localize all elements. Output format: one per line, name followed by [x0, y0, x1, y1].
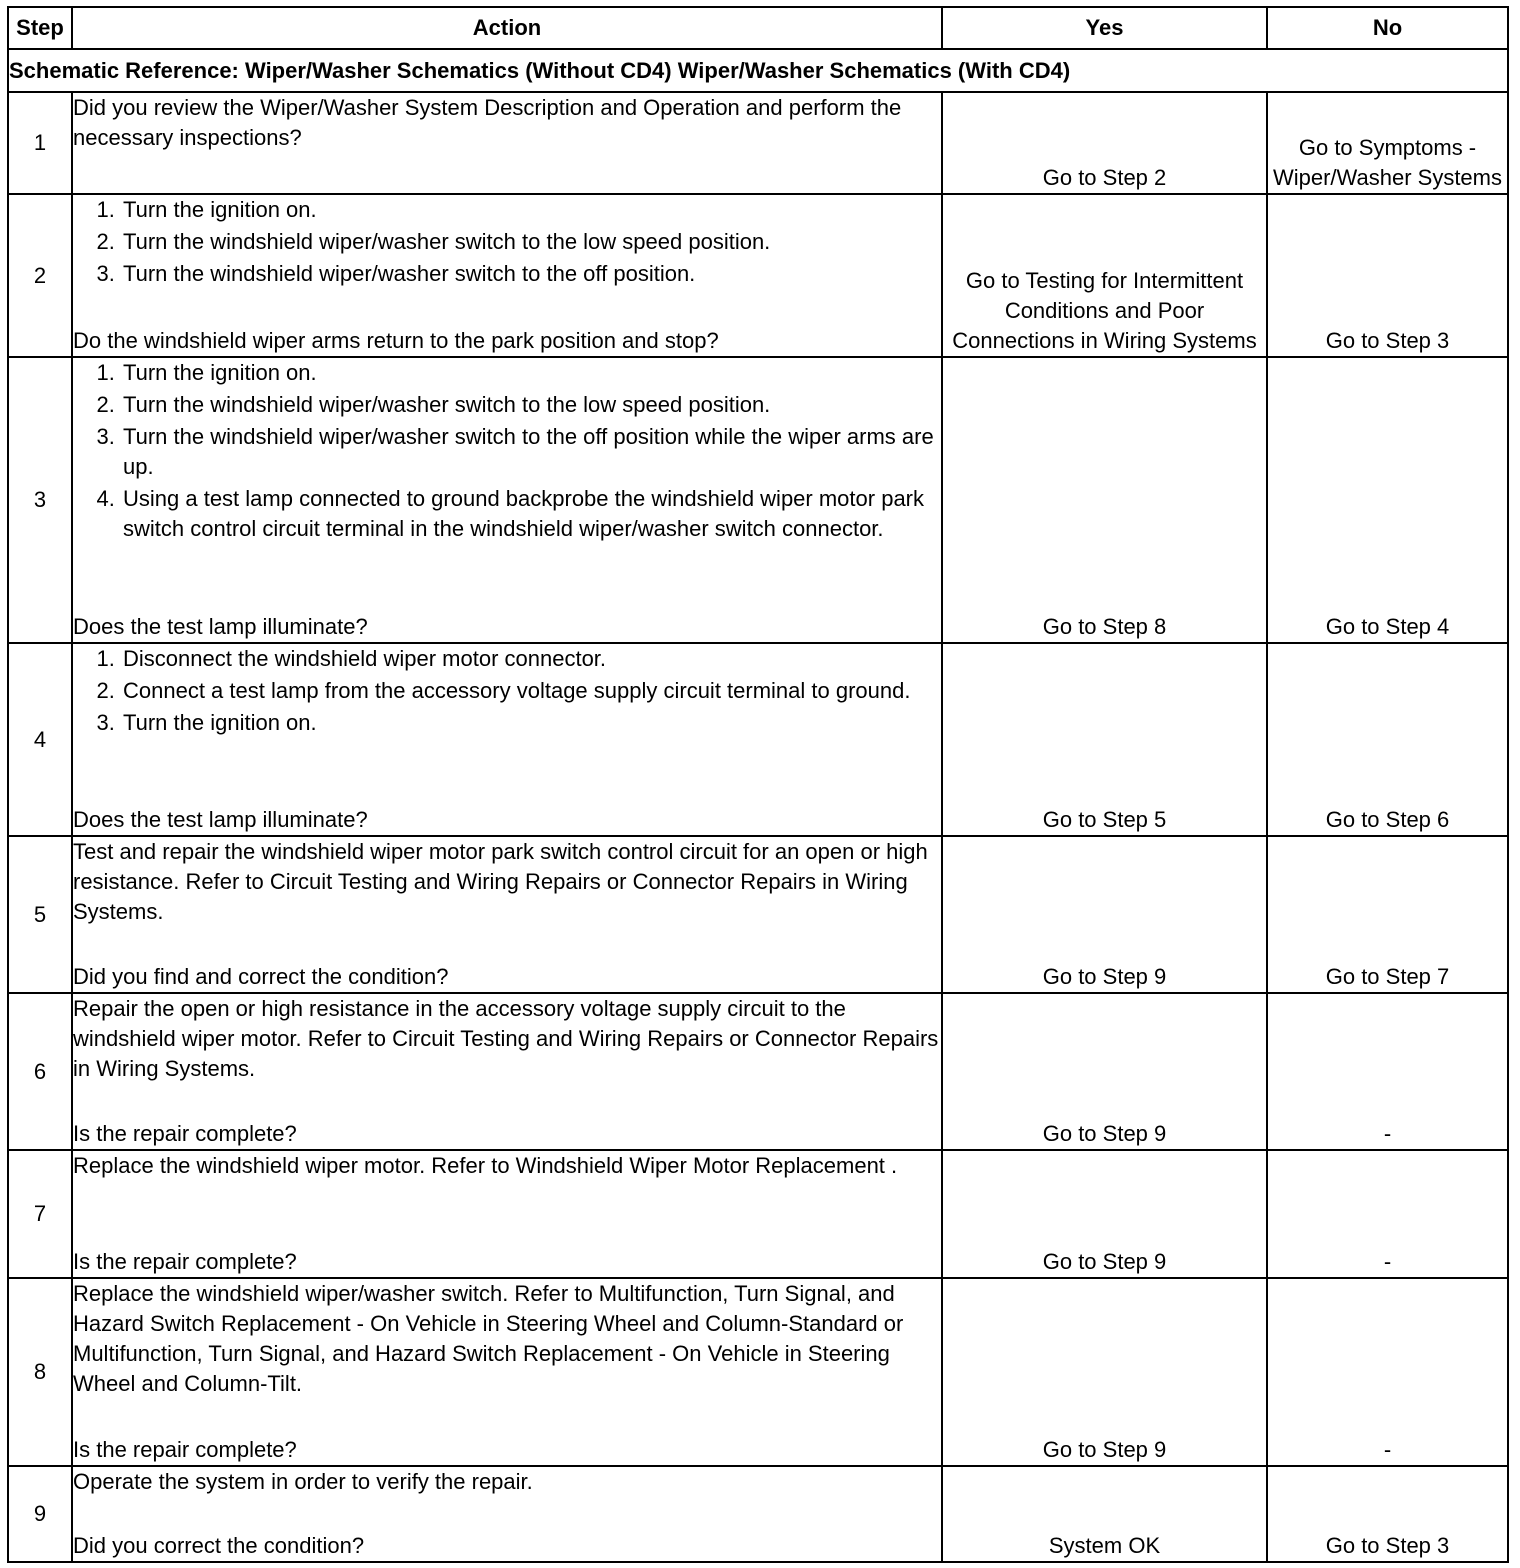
step-row-2 — [8, 194, 1508, 357]
action-question: Did you find and correct the condition? — [73, 964, 449, 989]
step-number: 6 — [8, 993, 72, 1150]
action-text: Test and repair the windshield wiper motor park switch control circuit for an open or high resistance. Refer to Circuit Testing and Wiring Repairs or Connector Repairs in Wiring Systems. — [73, 839, 928, 924]
no-result: Go to Step 3 — [1267, 1466, 1508, 1562]
header-action: Action — [72, 7, 942, 49]
action-list-item: 1. Turn the ignition on. — [121, 195, 941, 225]
no-result: Go to Step 6 — [1267, 643, 1508, 836]
action-question: Do the windshield wiper arms return to the park position and stop? — [73, 328, 719, 353]
diagnostic-table — [7, 6, 1509, 1563]
yes-result: Go to Step 9 — [942, 1278, 1267, 1466]
yes-result: Go to Step 9 — [942, 1150, 1267, 1278]
step-number: 7 — [8, 1150, 72, 1278]
action-question: Is the repair complete? — [73, 1121, 297, 1146]
action-text: Repair the open or high resistance in the accessory voltage supply circuit to the windshield wiper motor. Refer to Circuit Testing and Wiring Repairs or Connector Repairs in Wiring Systems. — [73, 996, 939, 1081]
step-row-5 — [8, 836, 1508, 993]
action-question: Does the test lamp illuminate? — [73, 614, 368, 639]
no-result: Go to Symptoms - Wiper/Washer Systems — [1267, 92, 1508, 194]
step-row-1 — [8, 92, 1508, 194]
yes-result: Go to Step 9 — [942, 836, 1267, 993]
action-text: Replace the windshield wiper motor. Refer to Windshield Wiper Motor Replacement . — [73, 1153, 898, 1178]
header-step: Step — [8, 7, 72, 49]
action-list — [73, 195, 941, 291]
action-list-item: 4. Using a test lamp connected to ground backprobe the windshield wiper motor park switch control circuit terminal in the windshield wiper/washer switch connector. — [121, 484, 941, 544]
schematic-reference-row — [8, 49, 1508, 92]
yes-result: Go to Step 5 — [942, 643, 1267, 836]
step-number: 8 — [8, 1278, 72, 1466]
step-action — [72, 92, 942, 194]
step-action — [72, 194, 942, 357]
no-result: Go to Step 4 — [1267, 357, 1508, 643]
yes-result: Go to Step 8 — [942, 357, 1267, 643]
no-result: Go to Step 7 — [1267, 836, 1508, 993]
action-text: Operate the system in order to verify the repair. — [73, 1469, 533, 1494]
no-result: - — [1267, 993, 1508, 1150]
header-yes: Yes — [942, 7, 1267, 49]
step-number: 9 — [8, 1466, 72, 1562]
action-list-item: 3. Turn the ignition on. — [121, 708, 941, 738]
yes-result: Go to Step 9 — [942, 993, 1267, 1150]
action-question: Does the test lamp illuminate? — [73, 807, 368, 832]
step-action — [72, 1150, 942, 1278]
step-row-8 — [8, 1278, 1508, 1466]
header-row — [8, 7, 1508, 49]
step-action — [72, 1278, 942, 1466]
step-number: 4 — [8, 643, 72, 836]
step-number: 5 — [8, 836, 72, 993]
action-text: Did you review the Wiper/Washer System Description and Operation and perform the necessary inspections? — [73, 95, 902, 150]
no-result: Go to Step 3 — [1267, 194, 1508, 357]
step-row-9 — [8, 1466, 1508, 1562]
step-action — [72, 836, 942, 993]
action-list-item: 2. Turn the windshield wiper/washer switch to the low speed position. — [121, 390, 941, 420]
step-action — [72, 357, 942, 643]
action-question: Is the repair complete? — [73, 1249, 297, 1274]
step-row-6 — [8, 993, 1508, 1150]
yes-result: Go to Step 2 — [942, 92, 1267, 194]
action-question: Did you correct the condition? — [73, 1533, 365, 1558]
yes-result: System OK — [942, 1466, 1267, 1562]
action-list — [73, 358, 941, 546]
action-list-item: 2. Connect a test lamp from the accessory voltage supply circuit terminal to ground. — [121, 676, 941, 706]
step-row-7 — [8, 1150, 1508, 1278]
action-text: Replace the windshield wiper/washer switch. Refer to Multifunction, Turn Signal, and Hazard Switch Replacement - On Vehicle in Steering Wheel and Column-Standard or Multifunction, Turn Signal, and Hazard Switch Replacement - On Vehicle in Steering Wheel and Column-Tilt. — [73, 1281, 904, 1396]
action-list-item: 3. Turn the windshield wiper/washer switch to the off position while the wiper arms are up. — [121, 422, 941, 482]
yes-result: Go to Testing for Intermittent Conditions and Poor Connections in Wiring Systems — [942, 194, 1267, 357]
step-action — [72, 643, 942, 836]
no-result: - — [1267, 1278, 1508, 1466]
step-number: 1 — [8, 92, 72, 194]
step-row-4 — [8, 643, 1508, 836]
action-question: Is the repair complete? — [73, 1437, 297, 1462]
action-list-item: 1. Turn the ignition on. — [121, 358, 941, 388]
action-list-item: 1. Disconnect the windshield wiper motor connector. — [121, 644, 941, 674]
header-no: No — [1267, 7, 1508, 49]
step-action — [72, 1466, 942, 1562]
step-number: 2 — [8, 194, 72, 357]
no-result: - — [1267, 1150, 1508, 1278]
action-list-item: 3. Turn the windshield wiper/washer switch to the off position. — [121, 259, 941, 289]
schematic-reference: Schematic Reference: Wiper/Washer Schematics (Without CD4) Wiper/Washer Schematics (With CD4) — [8, 49, 1508, 92]
action-list — [73, 644, 941, 740]
step-row-3 — [8, 357, 1508, 643]
step-number: 3 — [8, 357, 72, 643]
step-action — [72, 993, 942, 1150]
action-list-item: 2. Turn the windshield wiper/washer switch to the low speed position. — [121, 227, 941, 257]
